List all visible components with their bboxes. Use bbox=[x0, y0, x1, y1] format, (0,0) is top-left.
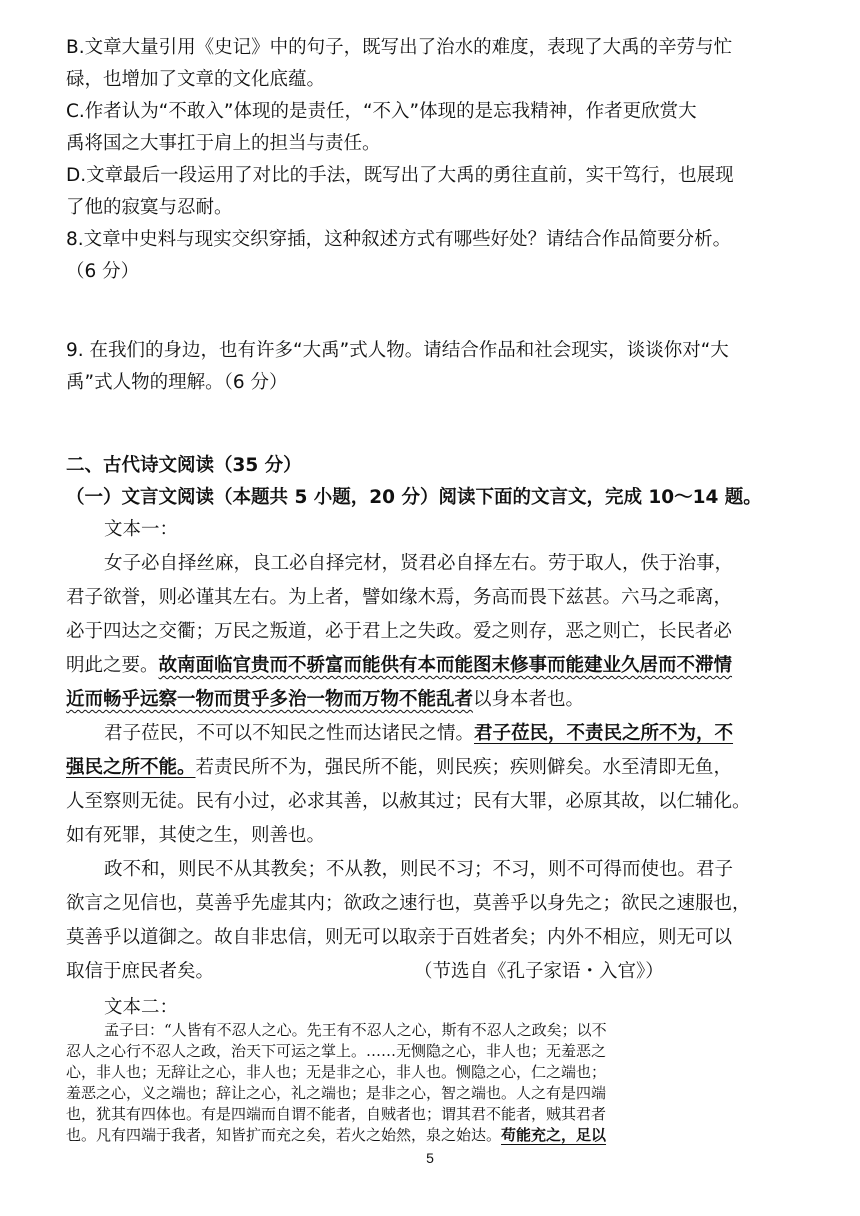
section-subtitle: （一）文言文阅读（本题共 5 小题，20 分）阅读下面的文言文，完成 10～14 题。 bbox=[66, 487, 762, 508]
text-2-p1-line-3: 心，非人也；无辞让之心，非人也；无是非之心，非人也。恻隐之心，仁之端也； bbox=[66, 1063, 607, 1081]
text-2-p1-line-5: 也，犹其有四体也。有是四端而自谓不能者，自贼者也；谓其君不能者，贼其君者 bbox=[66, 1105, 607, 1123]
text-2-line bbox=[66, 1104, 606, 1124]
text-2-line bbox=[66, 1083, 606, 1103]
text-1-source: （节选自《孔子家语・入官》） bbox=[414, 961, 664, 982]
text-2-label: 文本二： bbox=[104, 997, 179, 1018]
text-1-p2-line-3: 人至察则无徒。民有小过，必求其善，以赦其过；民有大罪，必原其故，以仁辅化。 bbox=[66, 791, 751, 812]
underlined-sentence-1: 君子莅民，不责民之所不为，不 bbox=[474, 723, 734, 744]
option-c-line-2: 禹将国之大事扛于肩上的担当与责任。 bbox=[66, 133, 381, 154]
option-b-line-1: B.文章大量引用《史记》中的句子，既写出了治水的难度，表现了大禹的辛劳与忙 bbox=[66, 37, 733, 58]
section-title: 二、古代诗文阅读（35 分） bbox=[66, 455, 302, 476]
text-1-p2-line-2-plain: 若责民所不为，强民所不能，则民疾；疾则僻矣。水至清即无鱼， bbox=[195, 757, 733, 778]
text-1-p3-line-4: 取信于庶民者矣。 bbox=[66, 961, 215, 982]
text-2-line bbox=[66, 1062, 606, 1082]
question-8-line-2: （6 分） bbox=[66, 261, 140, 282]
text-2-line bbox=[66, 1125, 606, 1145]
underlined-sentence-3: 苟能充之，足以 bbox=[501, 1126, 607, 1144]
text-2-p1-line-1: 孟子曰：“人皆有不忍人之心。先王有不忍人之心，斯有不忍人之政矣；以不 bbox=[104, 1021, 607, 1039]
text-2-p1-line-4: 羞恶之心，义之端也；辞让之心，礼之端也；是非之心，智之端也。人之有是四端 bbox=[66, 1084, 607, 1102]
page-number: 5 bbox=[426, 1150, 434, 1166]
text-1-p1-line-3: 必于四达之交衢；万民之叛道，必于君上之失政。爱之则存，恶之则亡，长民者必 bbox=[66, 621, 733, 642]
option-b-line-2: 碌，也增加了文章的文化底蕴。 bbox=[66, 69, 326, 90]
wavy-underlined-passage-1: 故南面临官贵而不骄富而能供有本而能图末修事而能建业久居而不滞情 bbox=[158, 655, 733, 676]
option-d-line-1: D.文章最后一段运用了对比的手法，既写出了大禹的勇往直前，实干笃行，也展现 bbox=[66, 165, 734, 186]
option-c-line-1: C.作者认为“不敢入”体现的是责任，“不入”体现的是忘我精神，作者更欣赏大 bbox=[66, 101, 697, 122]
text-1-p1-line-4-plain: 明此之要。 bbox=[66, 655, 159, 676]
text-2-line bbox=[104, 1020, 607, 1040]
underlined-sentence-2: 强民之所不能。 bbox=[66, 757, 196, 778]
text-1-p1-line-5 bbox=[66, 686, 584, 714]
text-2-p1-line-2: 忍人之心行不忍人之政，治天下可运之掌上。……无恻隐之心，非人也；无羞恶之 bbox=[66, 1042, 607, 1060]
text-2-p1-line-6-plain: 也。凡有四端于我者，知皆扩而充之矣，若火之始然，泉之始达。 bbox=[66, 1126, 502, 1144]
text-1-p3-line-1: 政不和，则民不从其教矣；不从教，则民不习；不习，则不可得而使也。君子 bbox=[104, 859, 734, 880]
text-1-p1-line-2: 君子欲誉，则必谨其左右。为上者，譬如缘木焉，务高而畏下兹甚。六马之乖离， bbox=[66, 587, 733, 608]
text-1-label: 文本一： bbox=[104, 519, 179, 540]
question-8-line-1: 8.文章中史料与现实交织穿插，这种叙述方式有哪些好处？请结合作品简要分析。 bbox=[66, 229, 732, 250]
text-1-p2-line-1 bbox=[104, 720, 733, 748]
text-1-p2-line-2 bbox=[66, 754, 732, 782]
text-1-p1-line-4 bbox=[66, 652, 732, 680]
text-1-p3-line-2: 欲言之见信也，莫善乎先虚其内；欲政之速行也，莫善乎以身先之；欲民之速服也， bbox=[66, 893, 751, 914]
text-1-p2-line-1-plain: 君子莅民，不可以不知民之性而达诸民之情。 bbox=[104, 723, 475, 744]
question-9-line-1: 9. 在我们的身边，也有许多“大禹”式人物。请结合作品和社会现实，谈谈你对“大 bbox=[66, 340, 729, 361]
wavy-underlined-passage-2: 近而畅乎远察一物而贯乎多治一物而万物不能乱者 bbox=[66, 689, 474, 710]
text-1-p3-line-3: 莫善乎以道御之。故自非忠信，则无可以取亲于百姓者矣；内外不相应，则无可以 bbox=[66, 927, 733, 948]
text-1-p2-line-4: 如有死罪，其使之生，则善也。 bbox=[66, 825, 326, 846]
question-9-line-2: 禹”式人物的理解。（6 分） bbox=[66, 372, 288, 393]
text-2-line bbox=[66, 1041, 606, 1061]
text-1-p1-line-1: 女子必自择丝麻，良工必自择完材，贤君必自择左右。劳于取人，佚于治事， bbox=[104, 553, 734, 574]
option-d-line-2: 了他的寂寞与忍耐。 bbox=[66, 197, 233, 218]
text-1-p1-line-5-plain: 以身本者也。 bbox=[473, 689, 585, 710]
